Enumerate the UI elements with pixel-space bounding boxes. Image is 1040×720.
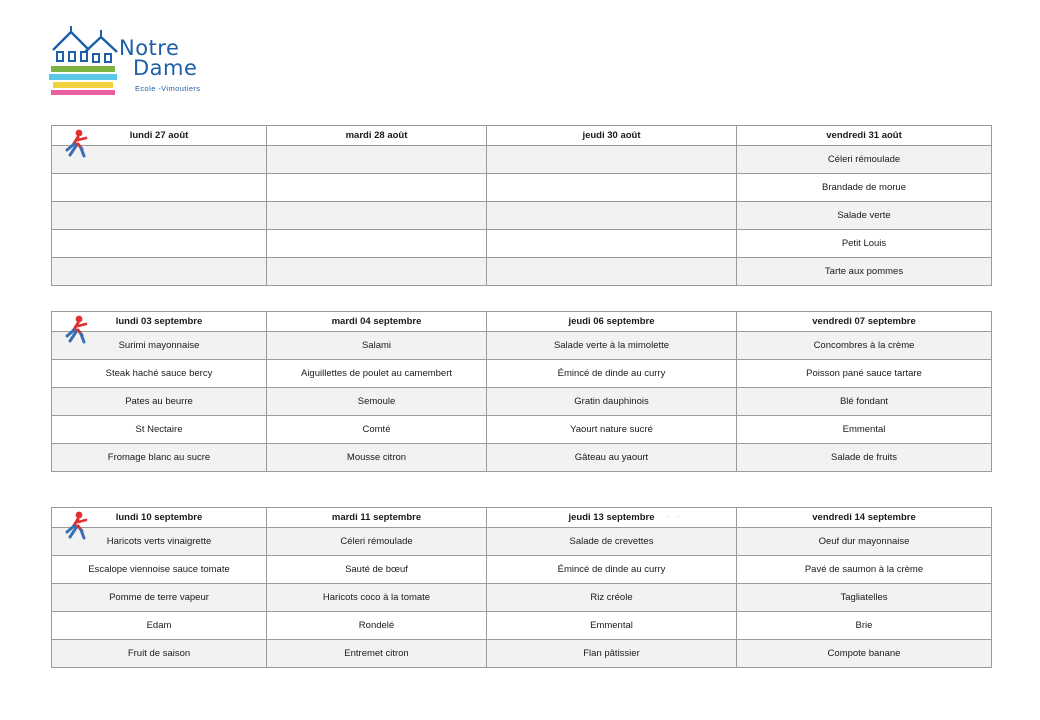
menu-cell bbox=[267, 202, 487, 230]
menu-cell bbox=[52, 146, 267, 174]
week-header-label-2: jeudi 13 septembre bbox=[487, 508, 737, 528]
menu-cell: Escalope viennoise sauce tomate bbox=[52, 556, 267, 584]
menu-cell: Semoule bbox=[267, 388, 487, 416]
week-header-label-0: lundi 10 septembre bbox=[115, 512, 203, 523]
menu-cell: Steak haché sauce bercy bbox=[52, 360, 267, 388]
header-dots-artifact: · · bbox=[666, 512, 683, 521]
menu-cell: Fruit de saison bbox=[52, 640, 267, 668]
table-row bbox=[52, 230, 992, 258]
week-runner-cell bbox=[52, 312, 267, 332]
week-header-label-3: vendredi 14 septembre bbox=[737, 508, 992, 528]
week-header-label-2: jeudi 06 septembre bbox=[487, 312, 737, 332]
menu-week-table-2 bbox=[51, 311, 992, 472]
menu-cell: Surimi mayonnaise bbox=[52, 332, 267, 360]
table-row bbox=[52, 332, 992, 360]
menu-cell: Blé fondant bbox=[737, 388, 992, 416]
logo-name-line1: Notre bbox=[119, 36, 180, 60]
table-row bbox=[52, 584, 992, 612]
menu-cell: Brandade de morue bbox=[737, 174, 992, 202]
menu-cell: St Nectaire bbox=[52, 416, 267, 444]
week-header-label-2: jeudi 30 août bbox=[487, 126, 737, 146]
table-row bbox=[52, 444, 992, 472]
table-row bbox=[52, 174, 992, 202]
menu-cell bbox=[267, 146, 487, 174]
table-row bbox=[52, 528, 992, 556]
logo-name-line2: Dame bbox=[133, 56, 198, 80]
menu-cell: Entremet citron bbox=[267, 640, 487, 668]
menu-cell: Gâteau au yaourt bbox=[487, 444, 737, 472]
menu-cell bbox=[487, 146, 737, 174]
menu-cell: Tagliatelles bbox=[737, 584, 992, 612]
logo-wordmark bbox=[119, 38, 249, 93]
menu-cell: Gratin dauphinois bbox=[487, 388, 737, 416]
menu-cell: Salade de fruits bbox=[737, 444, 992, 472]
week-header-label-0: lundi 27 août bbox=[129, 130, 189, 141]
menu-cell bbox=[267, 174, 487, 202]
table-row bbox=[52, 202, 992, 230]
menu-cell: Haricots verts vinaigrette bbox=[52, 528, 267, 556]
menu-cell bbox=[267, 258, 487, 286]
menu-cell: Concombres à la crème bbox=[737, 332, 992, 360]
menu-cell bbox=[52, 202, 267, 230]
menu-cell: Pomme de terre vapeur bbox=[52, 584, 267, 612]
week-header-label-1: mardi 11 septembre bbox=[267, 508, 487, 528]
week-header-label-1: mardi 04 septembre bbox=[267, 312, 487, 332]
menu-cell: Fromage blanc au sucre bbox=[52, 444, 267, 472]
menu-cell: Tarte aux pommes bbox=[737, 258, 992, 286]
menu-cell bbox=[267, 230, 487, 258]
menu-cell: Pates au beurre bbox=[52, 388, 267, 416]
menu-cell bbox=[52, 230, 267, 258]
menu-cell: Riz créole bbox=[487, 584, 737, 612]
menu-cell: Flan pâtissier bbox=[487, 640, 737, 668]
menu-cell: Mousse citron bbox=[267, 444, 487, 472]
menu-cell: Salade verte bbox=[737, 202, 992, 230]
menu-cell: Brie bbox=[737, 612, 992, 640]
menu-cell: Compote banane bbox=[737, 640, 992, 668]
menu-cell: Salade de crevettes bbox=[487, 528, 737, 556]
week-header-label-1: mardi 28 août bbox=[267, 126, 487, 146]
menu-cell: Emmental bbox=[737, 416, 992, 444]
menu-cell bbox=[52, 258, 267, 286]
menu-cell: Oeuf dur mayonnaise bbox=[737, 528, 992, 556]
table-row bbox=[52, 640, 992, 668]
week-header-label-3: vendredi 31 août bbox=[737, 126, 992, 146]
menu-cell: Émincé de dinde au curry bbox=[487, 360, 737, 388]
menu-cell: Edam bbox=[52, 612, 267, 640]
menu-cell: Céleri rémoulade bbox=[267, 528, 487, 556]
table-header-row bbox=[52, 126, 992, 146]
menu-cell: Sauté de bœuf bbox=[267, 556, 487, 584]
menu-cell: Pavé de saumon à la crème bbox=[737, 556, 992, 584]
menu-cell: Emmental bbox=[487, 612, 737, 640]
menu-cell bbox=[487, 174, 737, 202]
table-row bbox=[52, 612, 992, 640]
menu-cell: Comté bbox=[267, 416, 487, 444]
menu-week-table-3 bbox=[51, 507, 992, 668]
table-row bbox=[52, 416, 992, 444]
table-header-row bbox=[52, 312, 992, 332]
menu-week-table-1 bbox=[51, 125, 992, 286]
table-row bbox=[52, 258, 992, 286]
menu-cell bbox=[52, 174, 267, 202]
menu-cell: Salade verte à la mimolette bbox=[487, 332, 737, 360]
menu-cell: Aiguillettes de poulet au camembert bbox=[267, 360, 487, 388]
menu-cell bbox=[487, 230, 737, 258]
school-logo bbox=[45, 24, 245, 102]
menu-cell: Haricots coco à la tomate bbox=[267, 584, 487, 612]
table-row bbox=[52, 146, 992, 174]
menu-cell: Émincé de dinde au curry bbox=[487, 556, 737, 584]
table-header-row bbox=[52, 508, 992, 528]
menu-cell: Poisson pané sauce tartare bbox=[737, 360, 992, 388]
menu-cell: Petit Louis bbox=[737, 230, 992, 258]
menu-cell bbox=[487, 258, 737, 286]
menu-cell: Rondelé bbox=[267, 612, 487, 640]
menu-cell: Salami bbox=[267, 332, 487, 360]
menu-cell bbox=[487, 202, 737, 230]
week-header-label-0: lundi 03 septembre bbox=[115, 316, 203, 327]
week-header-label-3: vendredi 07 septembre bbox=[737, 312, 992, 332]
menu-cell: Céleri rémoulade bbox=[737, 146, 992, 174]
week-runner-cell bbox=[52, 126, 267, 146]
logo-subtitle: Ecole -Vimoutiers bbox=[135, 84, 201, 93]
table-row bbox=[52, 388, 992, 416]
menu-cell: Yaourt nature sucré bbox=[487, 416, 737, 444]
week-runner-cell bbox=[52, 508, 267, 528]
school-building-icon bbox=[45, 24, 127, 96]
table-row bbox=[52, 556, 992, 584]
table-row bbox=[52, 360, 992, 388]
